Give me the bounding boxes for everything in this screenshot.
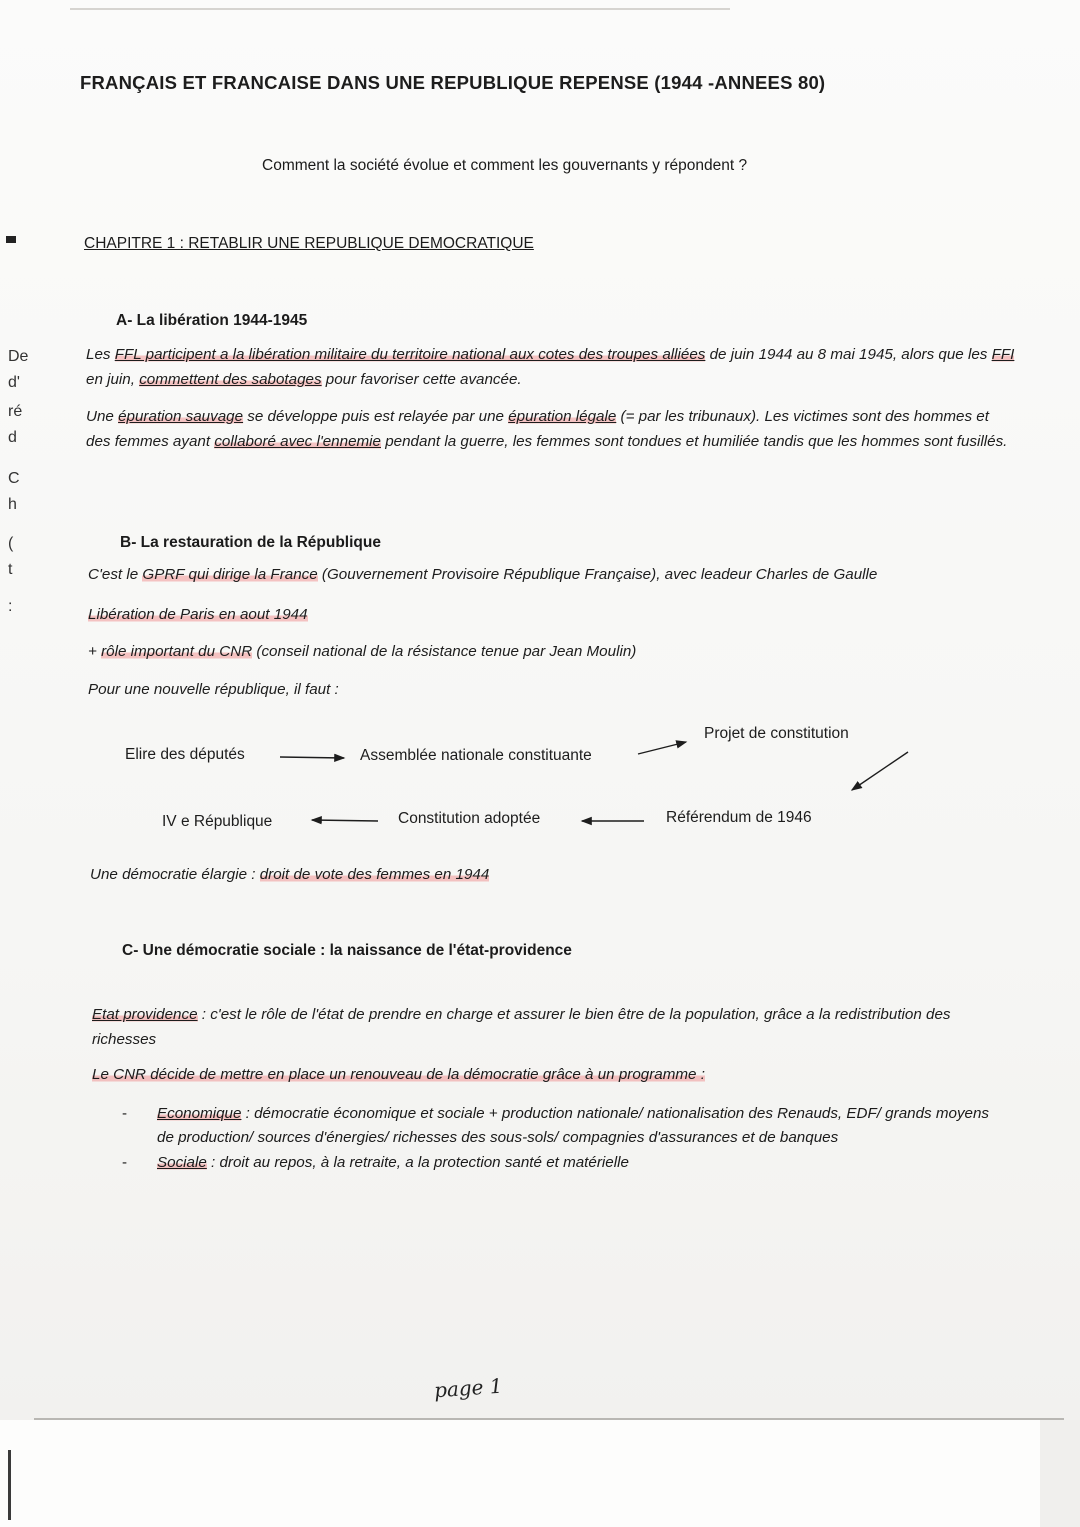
document-title: FRANÇAIS ET FRANCAISE DANS UNE REPUBLIQUE REPENSE (1944 -ANNEES 80)	[80, 72, 826, 93]
arrow-2	[638, 742, 686, 754]
flow-step-assemblee: Assemblée nationale constituante	[360, 747, 592, 764]
page-bottom-edge	[34, 1418, 1064, 1420]
section-b-line-5	[90, 866, 489, 883]
margin-fragment: d'	[8, 374, 20, 391]
highlighted-text: rôle important du CNR	[101, 643, 253, 660]
sheet-edge-mark	[8, 1450, 11, 1520]
underlying-sheet	[0, 1420, 1080, 1527]
highlighted-text: GPRF qui dirige la France	[142, 566, 318, 583]
margin-fragment: t	[8, 561, 13, 578]
text: Une démocratie élargie :	[90, 866, 260, 883]
text: +	[88, 643, 102, 660]
section-b-line-4: Pour une nouvelle république, il faut :	[88, 681, 339, 698]
text: de juin 1944 au 8 mai 1945, alors que les	[705, 346, 992, 363]
text: : c'est le rôle de l'état de prendre en charge et assurer le bien être de la population, grâce a la redistribution des richesses	[92, 1006, 951, 1048]
text: se développe puis est relayée par une	[243, 408, 509, 425]
margin-fragment: :	[8, 598, 13, 615]
highlighted-text: commettent des sabotages	[139, 371, 322, 388]
bullet-term: Economique	[157, 1105, 242, 1122]
text: Les	[86, 346, 115, 363]
arrow-1	[280, 757, 344, 758]
highlighted-text: Libération de Paris en aout 1944	[88, 606, 308, 623]
margin-fragment: d	[8, 429, 17, 446]
text: Une	[86, 408, 119, 425]
margin-fragment: C	[8, 470, 20, 487]
highlighted-text: épuration sauvage	[118, 408, 244, 425]
bullet-dash: -	[122, 1154, 128, 1171]
margin-fragment: h	[8, 496, 17, 513]
section-c-definition	[92, 1002, 992, 1052]
flow-step-projet: Projet de constitution	[704, 725, 849, 742]
arrow-5	[312, 820, 378, 821]
section-c-cnr-line	[92, 1066, 705, 1083]
program-bullet-list	[122, 1102, 1002, 1175]
flow-step-elire-deputes: Elire des députés	[125, 746, 245, 763]
section-c-heading: C- Une démocratie sociale : la naissance de l'état-providence	[122, 942, 572, 959]
arrow-3	[852, 752, 908, 790]
text: C'est le	[88, 566, 143, 583]
bullet-term: Sociale	[157, 1154, 207, 1171]
flow-step-constitution-adoptee: Constitution adoptée	[398, 810, 541, 827]
highlighted-text: Le CNR décide de mettre en place un renouveau de la démocratie grâce à un programme :	[92, 1066, 705, 1083]
document-subtitle: Comment la société évolue et comment les gouvernants y répondent ?	[262, 157, 748, 174]
page-number: page 1	[433, 1373, 504, 1403]
highlighted-text: droit de vote des femmes en 1944	[259, 866, 490, 883]
flow-step-ive-republique: IV e République	[162, 813, 273, 830]
section-b-heading: B- La restauration de la République	[120, 534, 381, 551]
text: (conseil national de la résistance tenue par Jean Moulin)	[252, 643, 637, 660]
margin-fragment: (	[8, 535, 14, 552]
highlighted-term: Etat providence	[92, 1006, 198, 1023]
highlighted-text: collaboré avec l'ennemie	[214, 433, 381, 450]
highlighted-text: FFL participent a la libération militaire du territoire national aux cotes des troupes alliées	[114, 346, 706, 363]
bullet-dash: -	[122, 1105, 128, 1122]
underlying-sheet-shade	[1040, 1420, 1080, 1527]
margin-fragment: ré	[8, 403, 23, 420]
text: pour favoriser cette avancée.	[321, 371, 522, 388]
margin-fragment: De	[8, 348, 29, 365]
flow-step-referendum: Référendum de 1946	[666, 809, 812, 826]
bullet-text: : droit au repos, à la retraite, a la protection santé et matérielle	[206, 1154, 629, 1171]
bullet-sociale	[122, 1151, 1002, 1175]
text: (= par les tribunaux). Les victimes sont des hommes et des femmes ayant	[86, 408, 989, 450]
text: en juin,	[86, 371, 140, 388]
bullet-text: : démocratie économique et sociale + production nationale/ nationalisation des Renauds, EDF/ grands moyens de production/ sources d'énergies/ richesses des sous-sols/ compagnies d'assurances et de banques	[157, 1105, 990, 1146]
highlighted-text: FFI	[991, 346, 1015, 363]
section-a-heading: A- La libération 1944-1945	[116, 312, 308, 329]
bullet-economique	[122, 1102, 1002, 1150]
highlighted-text: épuration légale	[508, 408, 617, 425]
chapter-heading: CHAPITRE 1 : RETABLIR UNE REPUBLIQUE DEMOCRATIQUE	[84, 235, 534, 252]
text: pendant la guerre, les femmes sont tondues et humiliée tandis que les hommes sont fusillés.	[381, 433, 1008, 450]
text: (Gouvernement Provisoire République Française), avec leadeur Charles de Gaulle	[317, 566, 878, 583]
